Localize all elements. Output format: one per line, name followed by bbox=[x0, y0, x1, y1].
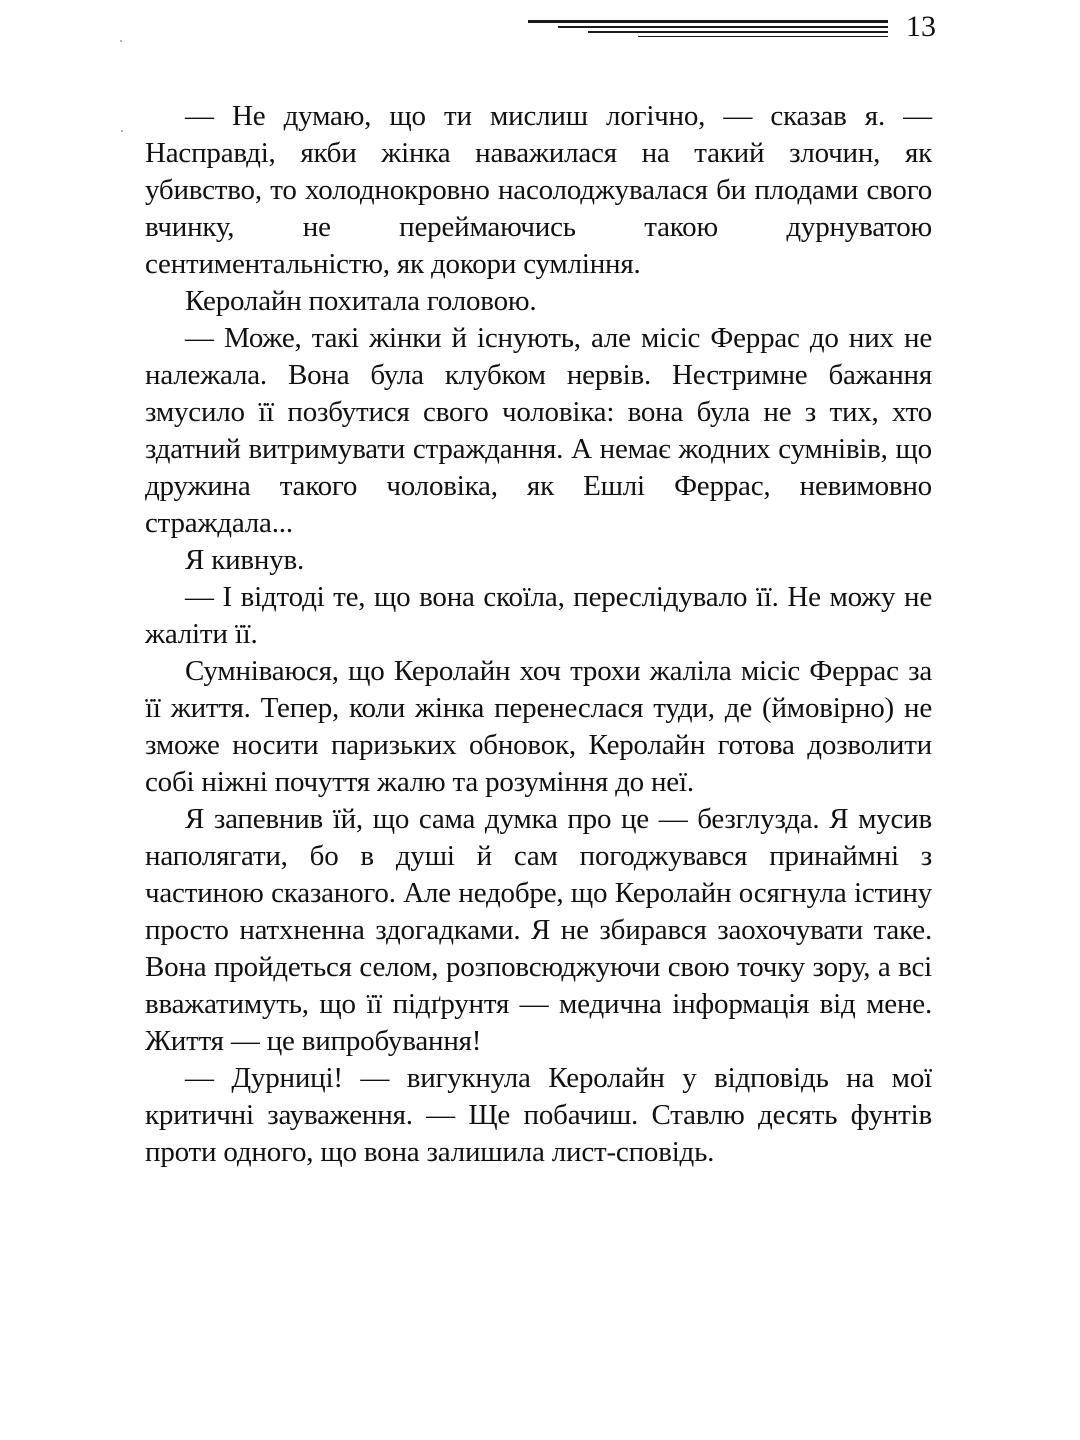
scan-speck bbox=[121, 130, 123, 132]
paragraph: Я кивнув. bbox=[185, 544, 305, 576]
header-decorative-rules bbox=[528, 20, 888, 38]
page-number: 13 bbox=[906, 10, 936, 43]
scan-speck bbox=[120, 40, 122, 42]
header-rule bbox=[638, 36, 888, 37]
paragraph: — Не думаю, що ти мислиш логічно, — сказав я. — Насправді, якби жінка наважилася на такий злочин, як убивство, то холоднокровно насолоджувалася би плодами свого вчинку, не переймаючись такою дурнуватою сентиментальністю, як докори сумління. bbox=[145, 100, 932, 280]
paragraph: — Може, такі жінки й існують, але місіс Феррас до них не належала. Вона була клубком нервів. Нестримне бажання змусило її позбутися свого чоловіка: вона була не з тих, хто здатний витримувати страждання. А немає жодних сумнівів, що дружина такого чоловіка, як Ешлі Феррас, невимовно страждала... bbox=[145, 322, 932, 539]
paragraph: — Дурниці! — вигукнула Керолайн у відповідь на мої критичні зауваження. — Ще побачиш. Ставлю десять фунтів проти одного, що вона залишила лист-сповідь. bbox=[145, 1062, 932, 1168]
paragraph: Керолайн похитала головою. bbox=[185, 285, 537, 317]
header-rule bbox=[528, 20, 888, 23]
running-header bbox=[528, 10, 948, 44]
header-rule bbox=[588, 31, 888, 33]
paragraph: — І відтоді те, що вона скоїла, переслідувало її. Не можу не жаліти її. bbox=[145, 581, 932, 650]
body-text bbox=[145, 98, 932, 1171]
scan-specks bbox=[120, 40, 124, 160]
paragraph: Я запевнив їй, що сама думка про це — безглузда. Я мусив наполягати, бо в душі й сам погоджувався принаймні з частиною сказаного. Але недобре, що Керолайн осягнула істину просто натхненна здогадками. Я не збирався заохочувати таке. Вона пройдеться селом, розповсюджуючи свою точку зору, а всі вважатимуть, що її підґрунтя — медична інформація від мене. Життя — це випробування! bbox=[145, 803, 932, 1057]
paragraph: Сумніваюся, що Керолайн хоч трохи жаліла місіс Феррас за її життя. Тепер, коли жінка перенеслася туди, де (ймовірно) не зможе носити паризьких обновок, Керолайн готова дозволити собі ніжні почуття жалю та розуміння до неї. bbox=[145, 655, 932, 798]
header-rule bbox=[558, 26, 888, 28]
